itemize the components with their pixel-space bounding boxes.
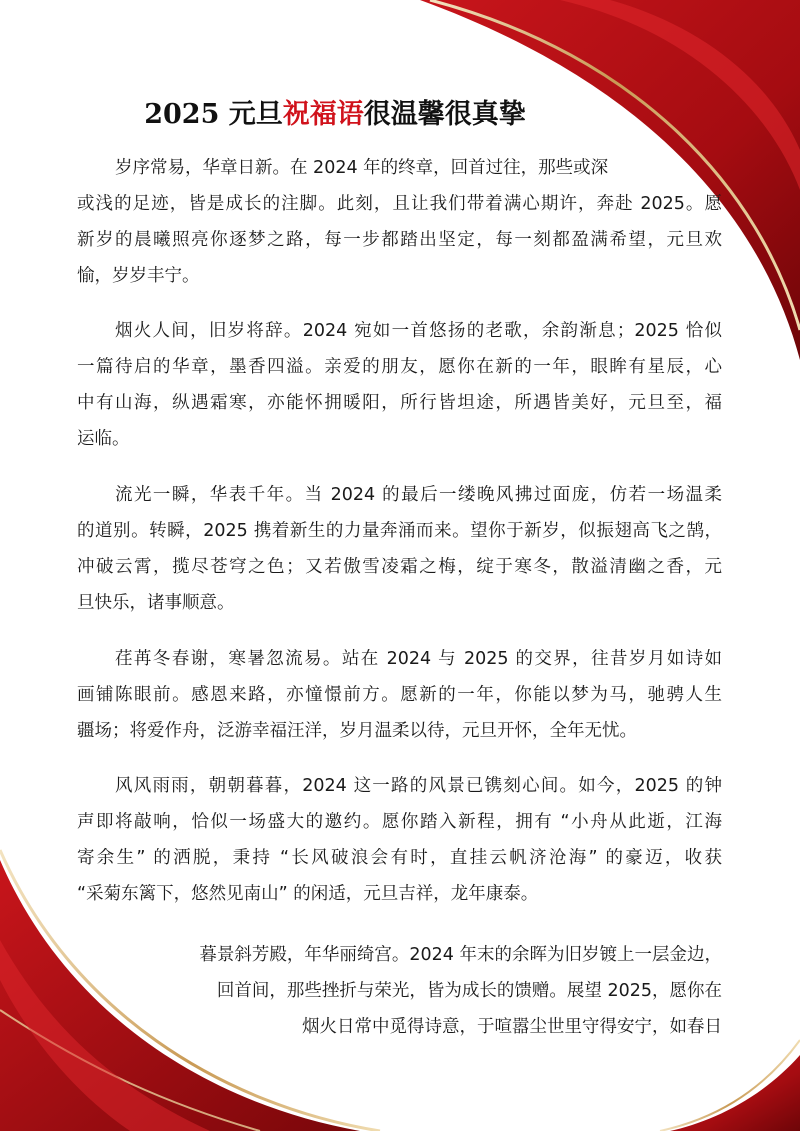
paragraph-line: 一篇待启的华章，墨香四溢。亲爱的朋友，愿你在新的一年，眼眸有星辰，心	[77, 357, 722, 377]
paragraph-3	[77, 477, 722, 621]
paragraph-line: 旦快乐，诸事顺意。	[77, 593, 235, 613]
paragraph-line: 回首间，那些挫折与荣光，皆为成长的馈赠。展望 2025，愿你在	[216, 981, 722, 1001]
paragraph-2	[77, 313, 722, 457]
paragraph-1	[77, 150, 722, 294]
paragraph-line: 新岁的晨曦照亮你逐梦之路，每一步都踏出坚定，每一刻都盈满希望，元旦欢	[77, 230, 722, 250]
paragraph-line: 暮景斜芳殿，年华丽绮宫。2024 年末的余晖为旧岁镀上一层金边，	[199, 945, 722, 965]
paragraph-line: 寄余生” 的洒脱，秉持 “长风破浪会有时，直挂云帆济沧海” 的豪迈，收获	[77, 848, 722, 868]
title-highlight: 祝福语	[282, 99, 364, 130]
title-part-3: 很温馨很真挚	[363, 99, 526, 130]
paragraph-6	[140, 937, 722, 1045]
paragraph-line: 冲破云霄，揽尽苍穹之色；又若傲雪凌霜之梅，绽于寒冬，散溢清幽之香，元	[77, 557, 722, 577]
paragraph-line: 中有山海，纵遇霜寒，亦能怀拥暖阳，所行皆坦途，所遇皆美好，元旦至，福	[77, 393, 722, 413]
paragraph-line: 流光一瞬，华表千年。当 2024 的最后一缕晚风拂过面庞，仿若一场温柔	[115, 485, 722, 505]
paragraph-line: 风风雨雨，朝朝暮暮，2024 这一路的风景已镌刻心间。如今，2025 的钟	[115, 776, 722, 796]
paragraph-5	[77, 768, 722, 912]
paragraph-line: 烟火日常中觅得诗意，于喧嚣尘世里守得安宁，如春日	[302, 1017, 722, 1037]
paragraph-line: 岁序常易，华章日新。在 2024 年的终章，回首过往，那些或深	[115, 158, 609, 178]
title-part-1: 2025 元旦	[144, 99, 283, 130]
paragraph-line: 的道别。转瞬，2025 携着新生的力量奔涌而来。望你于新岁，似振翅高飞之鹄，	[77, 521, 722, 541]
paragraph-line: 或浅的足迹，皆是成长的注脚。此刻，且让我们带着满心期许，奔赴 2025。愿	[77, 194, 722, 214]
paragraph-line: 运临。	[77, 429, 130, 449]
paragraph-line: 愉，岁岁丰宁。	[77, 266, 200, 286]
paragraph-line: 烟火人间，旧岁将辞。2024 宛如一首悠扬的老歌，余韵渐息；2025 恰似	[115, 321, 722, 341]
paragraph-line: 声即将敲响，恰似一场盛大的邀约。愿你踏入新程，拥有 “小舟从此逝，江海	[77, 812, 722, 832]
paragraph-line: 荏苒冬春谢，寒暑忽流易。站在 2024 与 2025 的交界，往昔岁月如诗如	[115, 649, 722, 669]
paragraph-line: 疆场；将爱作舟，泛游幸福汪洋，岁月温柔以待，元旦开怀，全年无忧。	[77, 721, 637, 741]
bottom-right-red-ribbon	[670, 1055, 800, 1131]
paragraph-4	[77, 641, 722, 749]
paragraph-line: 画铺陈眼前。感恩来路，亦憧憬前方。愿新的一年，你能以梦为马，驰骋人生	[77, 685, 722, 705]
paragraph-line: “采菊东篱下，悠然见南山” 的闲适，元旦吉祥，龙年康泰。	[77, 884, 539, 904]
page-title	[0, 92, 670, 131]
